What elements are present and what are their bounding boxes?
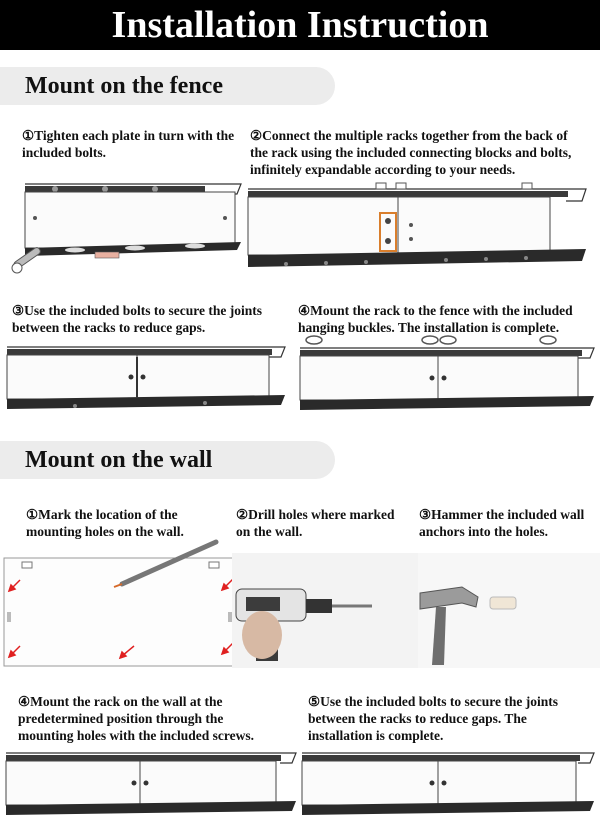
drill-icon: [232, 553, 418, 668]
wall-step-3-text: ③Hammer the included wall anchors into the holes.: [419, 507, 585, 539]
wall-step-2-text: ②Drill holes where marked on the wall.: [236, 507, 395, 539]
wall-section-title: Mount on the wall: [25, 447, 213, 473]
fence-step-3-text: ③Use the included bolts to secure the joints between the racks to reduce gaps.: [12, 303, 262, 335]
wall-step-5-illustration: [300, 749, 598, 817]
fence-step-3-illustration: [5, 343, 290, 411]
fence-step-1-illustration: [15, 178, 245, 270]
fence-step-4-text: ④Mount the rack to the fence with the included hanging buckles. The installation is complete.: [298, 303, 573, 335]
wall-anchor-icon: [490, 597, 516, 609]
wall-step-4-text: ④Mount the rack on the wall at the predetermined position through the mounting holes with the included screws.: [18, 694, 255, 743]
wall-step-5-text: ⑤Use the included bolts to secure the joints between the racks to reduce gaps. The installation is complete.: [308, 694, 558, 743]
hanging-buckle-icon: [306, 336, 556, 344]
fence-step-2-text: ②Connect the multiple racks together from the back of the rack using the included connecting blocks and bolts, infinitely expandable according to your needs.: [250, 128, 572, 177]
wall-step-1-text: ①Mark the location of the mounting holes on the wall.: [26, 507, 184, 539]
fence-step-1-text: ①Tighten each plate in turn with the included bolts.: [22, 128, 235, 160]
page-title: Installation Instruction: [111, 4, 489, 46]
fence-section-title: Mount on the fence: [25, 73, 223, 99]
fence-step-4-illustration: [298, 332, 598, 412]
wall-step-1-illustration: [4, 540, 236, 668]
hammer-icon: [418, 553, 600, 668]
wall-step-4-illustration: [4, 749, 299, 817]
fence-step-2-illustration: [246, 181, 596, 273]
